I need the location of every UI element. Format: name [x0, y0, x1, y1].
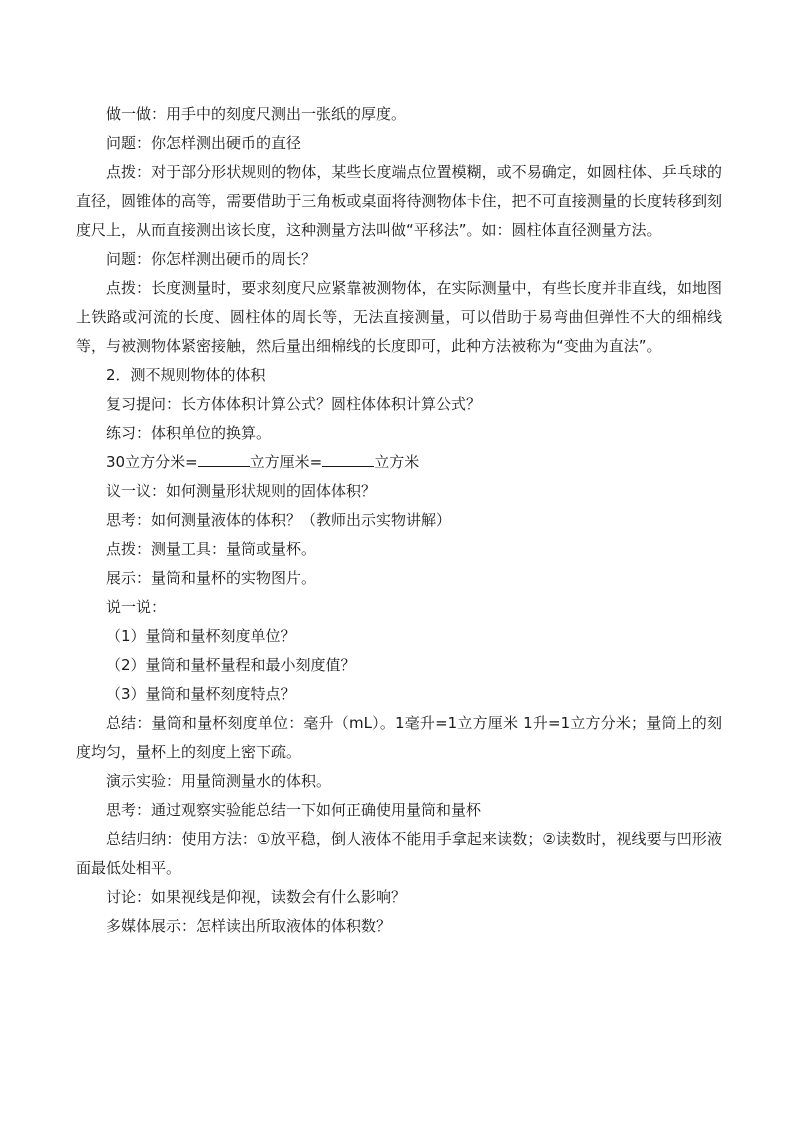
paragraph-question-diameter: 问题：你怎样测出硬币的直径: [106, 134, 302, 152]
paragraph-discussion: 讨论：如果视线是仰视，读数会有什么影响？: [106, 888, 407, 906]
list-item-2: （2）量筒和量杯量程和最小刻度值？: [106, 656, 356, 674]
document-body: [76, 100, 722, 941]
paragraph-think-liquid-volume: 思考：如何测量液体的体积？（教师出示实物讲解）: [106, 511, 452, 529]
paragraph-discuss-regular-solid: 议一议：如何测量形状规则的固体体积？: [106, 482, 377, 500]
paragraph-multimedia: 多媒体展示：怎样读出所取液体的体积数？: [106, 917, 392, 935]
conversion-part1: 30立方分米=: [106, 453, 198, 471]
paragraph-demo-experiment: 演示实验：用量筒测量水的体积。: [106, 772, 332, 790]
paragraph-think-usage: 思考：通过观察实验能总结一下如何正确使用量筒和量杯: [106, 801, 482, 819]
list-item-1: （1）量筒和量杯刻度单位？: [106, 627, 296, 645]
conversion-part2: 立方厘米=: [249, 453, 323, 471]
paragraph-display-pictures: 展示：量筒和量杯的实物图片。: [106, 569, 317, 587]
paragraph-exercise: 练习：体积单位的换算。: [106, 424, 272, 442]
paragraph-hint-curve-to-straight: 点拨：长度测量时，要求刻度尺应紧靠被测物体，在实际测量中，有些长度并非直线，如地图上铁路或河流的长度、圆柱体的周长等，无法直接测量，可以借助于易弯曲但弹性不大的细棉线等，与被测物体紧密接触，然后量出细棉线的长度即可，此种方法被称为“变曲为直法”。: [76, 279, 722, 355]
paragraph-do-it: 做一做：用手中的刻度尺测出一张纸的厚度。: [106, 105, 407, 123]
paragraph-review-question: 复习提问：长方体体积计算公式？圆柱体体积计算公式？: [106, 395, 482, 413]
blank-cubic-centimeter: [198, 452, 250, 467]
conversion-part3: 立方米: [374, 453, 420, 471]
paragraph-hint-measuring-tools: 点拨：测量工具：量筒或量杯。: [106, 540, 317, 558]
paragraph-say-it: 说一说：: [106, 598, 167, 616]
section-heading-irregular-volume: 2．测不规则物体的体积: [106, 366, 266, 384]
paragraph-hint-translation-method: 点拨：对于部分形状规则的物体，某些长度端点位置模糊，或不易确定，如圆柱体、乒乓球的直径，圆锥体的高等，需要借助于三角板或桌面将待测物体卡住，把不可直接测量的长度转移到刻度尺上，从而直接测出该长度，这种测量方法叫做“平移法”。如：圆柱体直径测量方法。: [76, 163, 722, 239]
paragraph-summary-usage: 总结归纳：使用方法：①放平稳，倒人液体不能用手拿起来读数；②读数时，视线要与凹形液面最低处相平。: [76, 830, 722, 877]
blank-cubic-meter: [322, 452, 374, 467]
paragraph-unit-conversion: [76, 448, 722, 477]
list-item-3: （3）量筒和量杯刻度特点？: [106, 685, 296, 703]
paragraph-summary-units: 总结：量筒和量杯刻度单位：毫升（mL）。1毫升=1立方厘米 1升=1立方分米；量筒上的刻度均匀，量杯上的刻度上密下疏。: [76, 714, 722, 761]
paragraph-question-circumference: 问题：你怎样测出硬币的周长？: [106, 250, 317, 268]
